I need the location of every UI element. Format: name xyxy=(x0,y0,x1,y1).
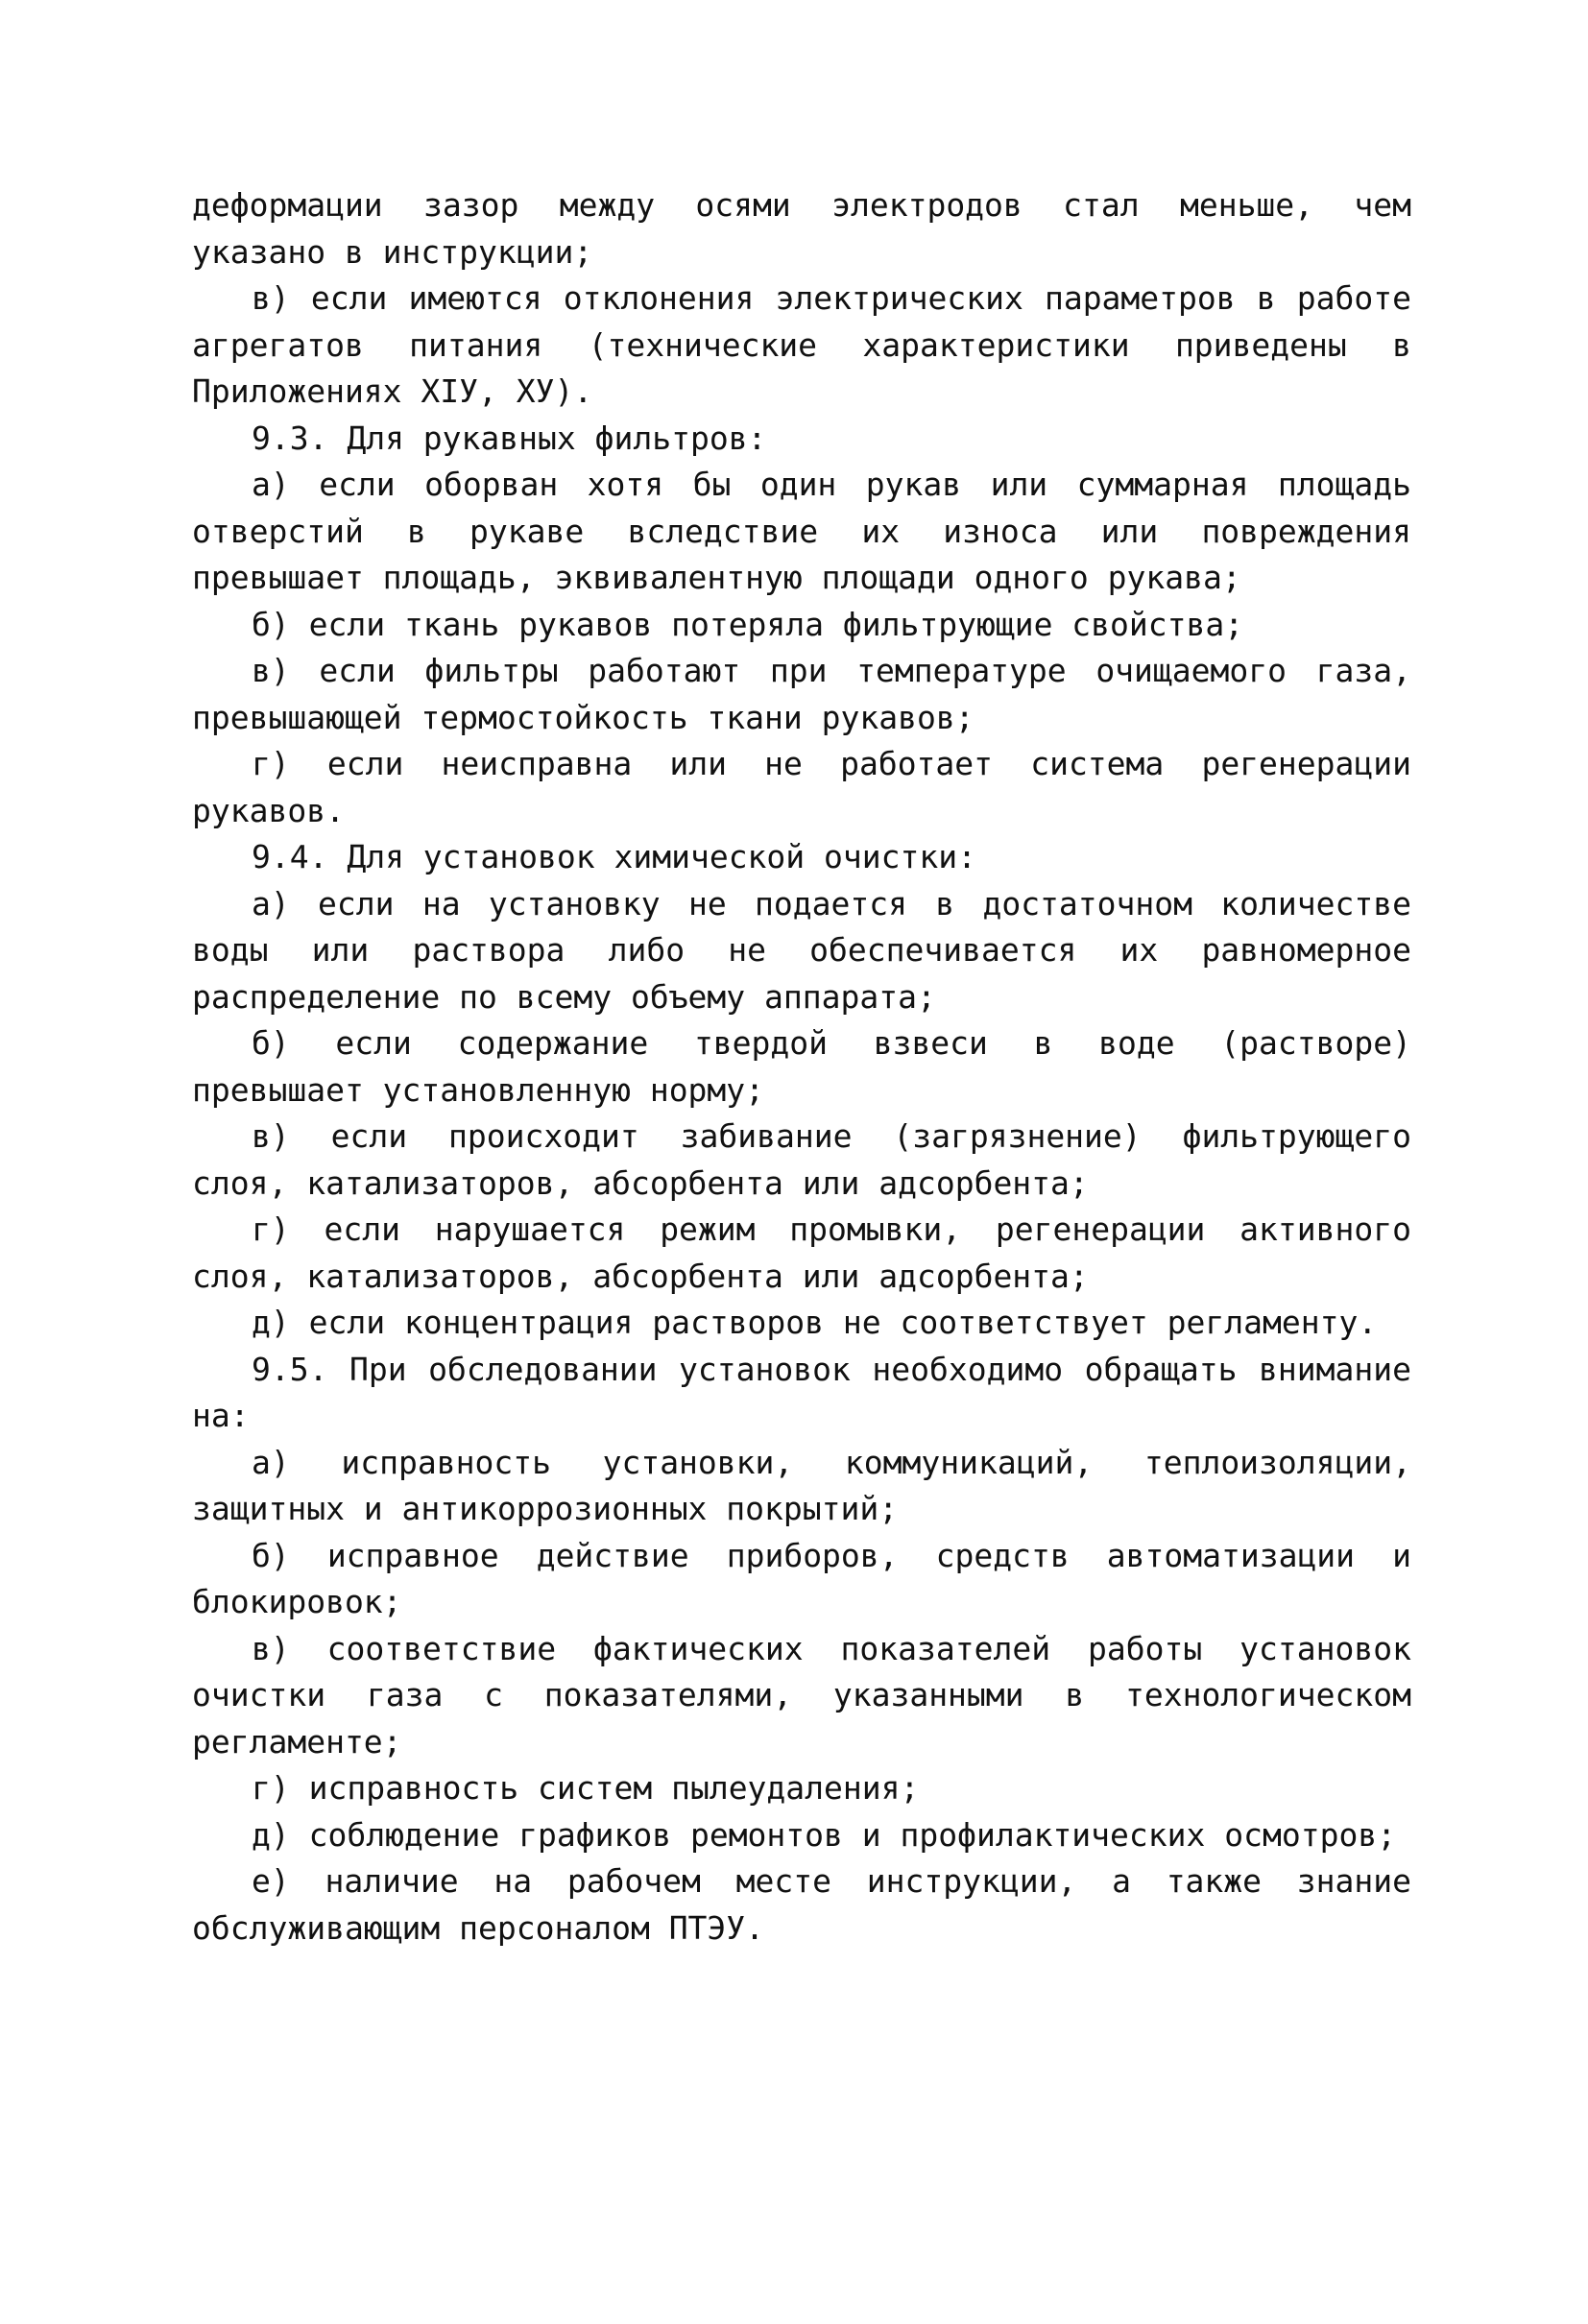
paragraph: 9.4. Для установок химической очистки: xyxy=(252,838,976,875)
paragraph: г) если нарушается режим промывки, регенерации активного слоя, катализаторов, абсорбента или адсорбента; xyxy=(192,1210,1411,1295)
paragraph: д) соблюдение графиков ремонтов и профилактических осмотров; xyxy=(252,1815,1397,1854)
paragraph: д) если концентрация растворов не соответствует регламенту. xyxy=(252,1304,1378,1341)
paragraph: а) исправность установки, коммуникаций, теплоизоляции, защитных и антикоррозионных покрытий; xyxy=(192,1443,1411,1527)
paragraph: б) если содержание твердой взвеси в воде (растворе) превышает установленную норму; xyxy=(192,1024,1411,1109)
paragraph: а) если на установку не подается в достаточном количестве воды или раствора либо не обеспечивается их равномерное распределение по всему объему аппарата; xyxy=(192,884,1411,1016)
paragraph: а) если оборван хотя бы один рукав или суммарная площадь отверстий в рукаве вследствие их износа или повреждения превышает площадь, эквивалентную площади одного рукава; xyxy=(192,466,1411,596)
paragraph: в) соответствие фактических показателей работы установок очистки газа с показателями, указанными в технологическом регламенте; xyxy=(192,1629,1411,1761)
paragraph: в) если фильтры работают при температуре очищаемого газа, превышающей термостойкость ткани рукавов; xyxy=(192,652,1411,736)
document-body xyxy=(192,182,1411,1952)
paragraph: г) исправность систем пылеудаления; xyxy=(252,1769,920,1807)
paragraph: 9.5. При обследовании установок необходимо обращать внимание на: xyxy=(192,1350,1411,1434)
paragraph: е) наличие на рабочем месте инструкции, а также знание обслуживающим персоналом ПТЭУ. xyxy=(192,1862,1411,1947)
paragraph: деформации зазор между осями электродов стал меньше, чем указано в инструкции; xyxy=(192,186,1411,271)
paragraph: б) если ткань рукавов потеряла фильтрующие свойства; xyxy=(252,605,1244,643)
paragraph: в) если происходит забивание (загрязнение) фильтрующего слоя, катализаторов, абсорбента или адсорбента; xyxy=(192,1117,1411,1202)
paragraph: б) исправное действие приборов, средств автоматизации и блокировок; xyxy=(192,1536,1411,1620)
paragraph: 9.3. Для рукавных фильтров: xyxy=(252,419,767,457)
paragraph: в) если имеются отклонения электрических параметров в работе агрегатов питания (технические характеристики приведены в Приложениях XIУ, XУ). xyxy=(192,279,1411,410)
paragraph: г) если неисправна или не работает система регенерации рукавов. xyxy=(192,745,1411,829)
